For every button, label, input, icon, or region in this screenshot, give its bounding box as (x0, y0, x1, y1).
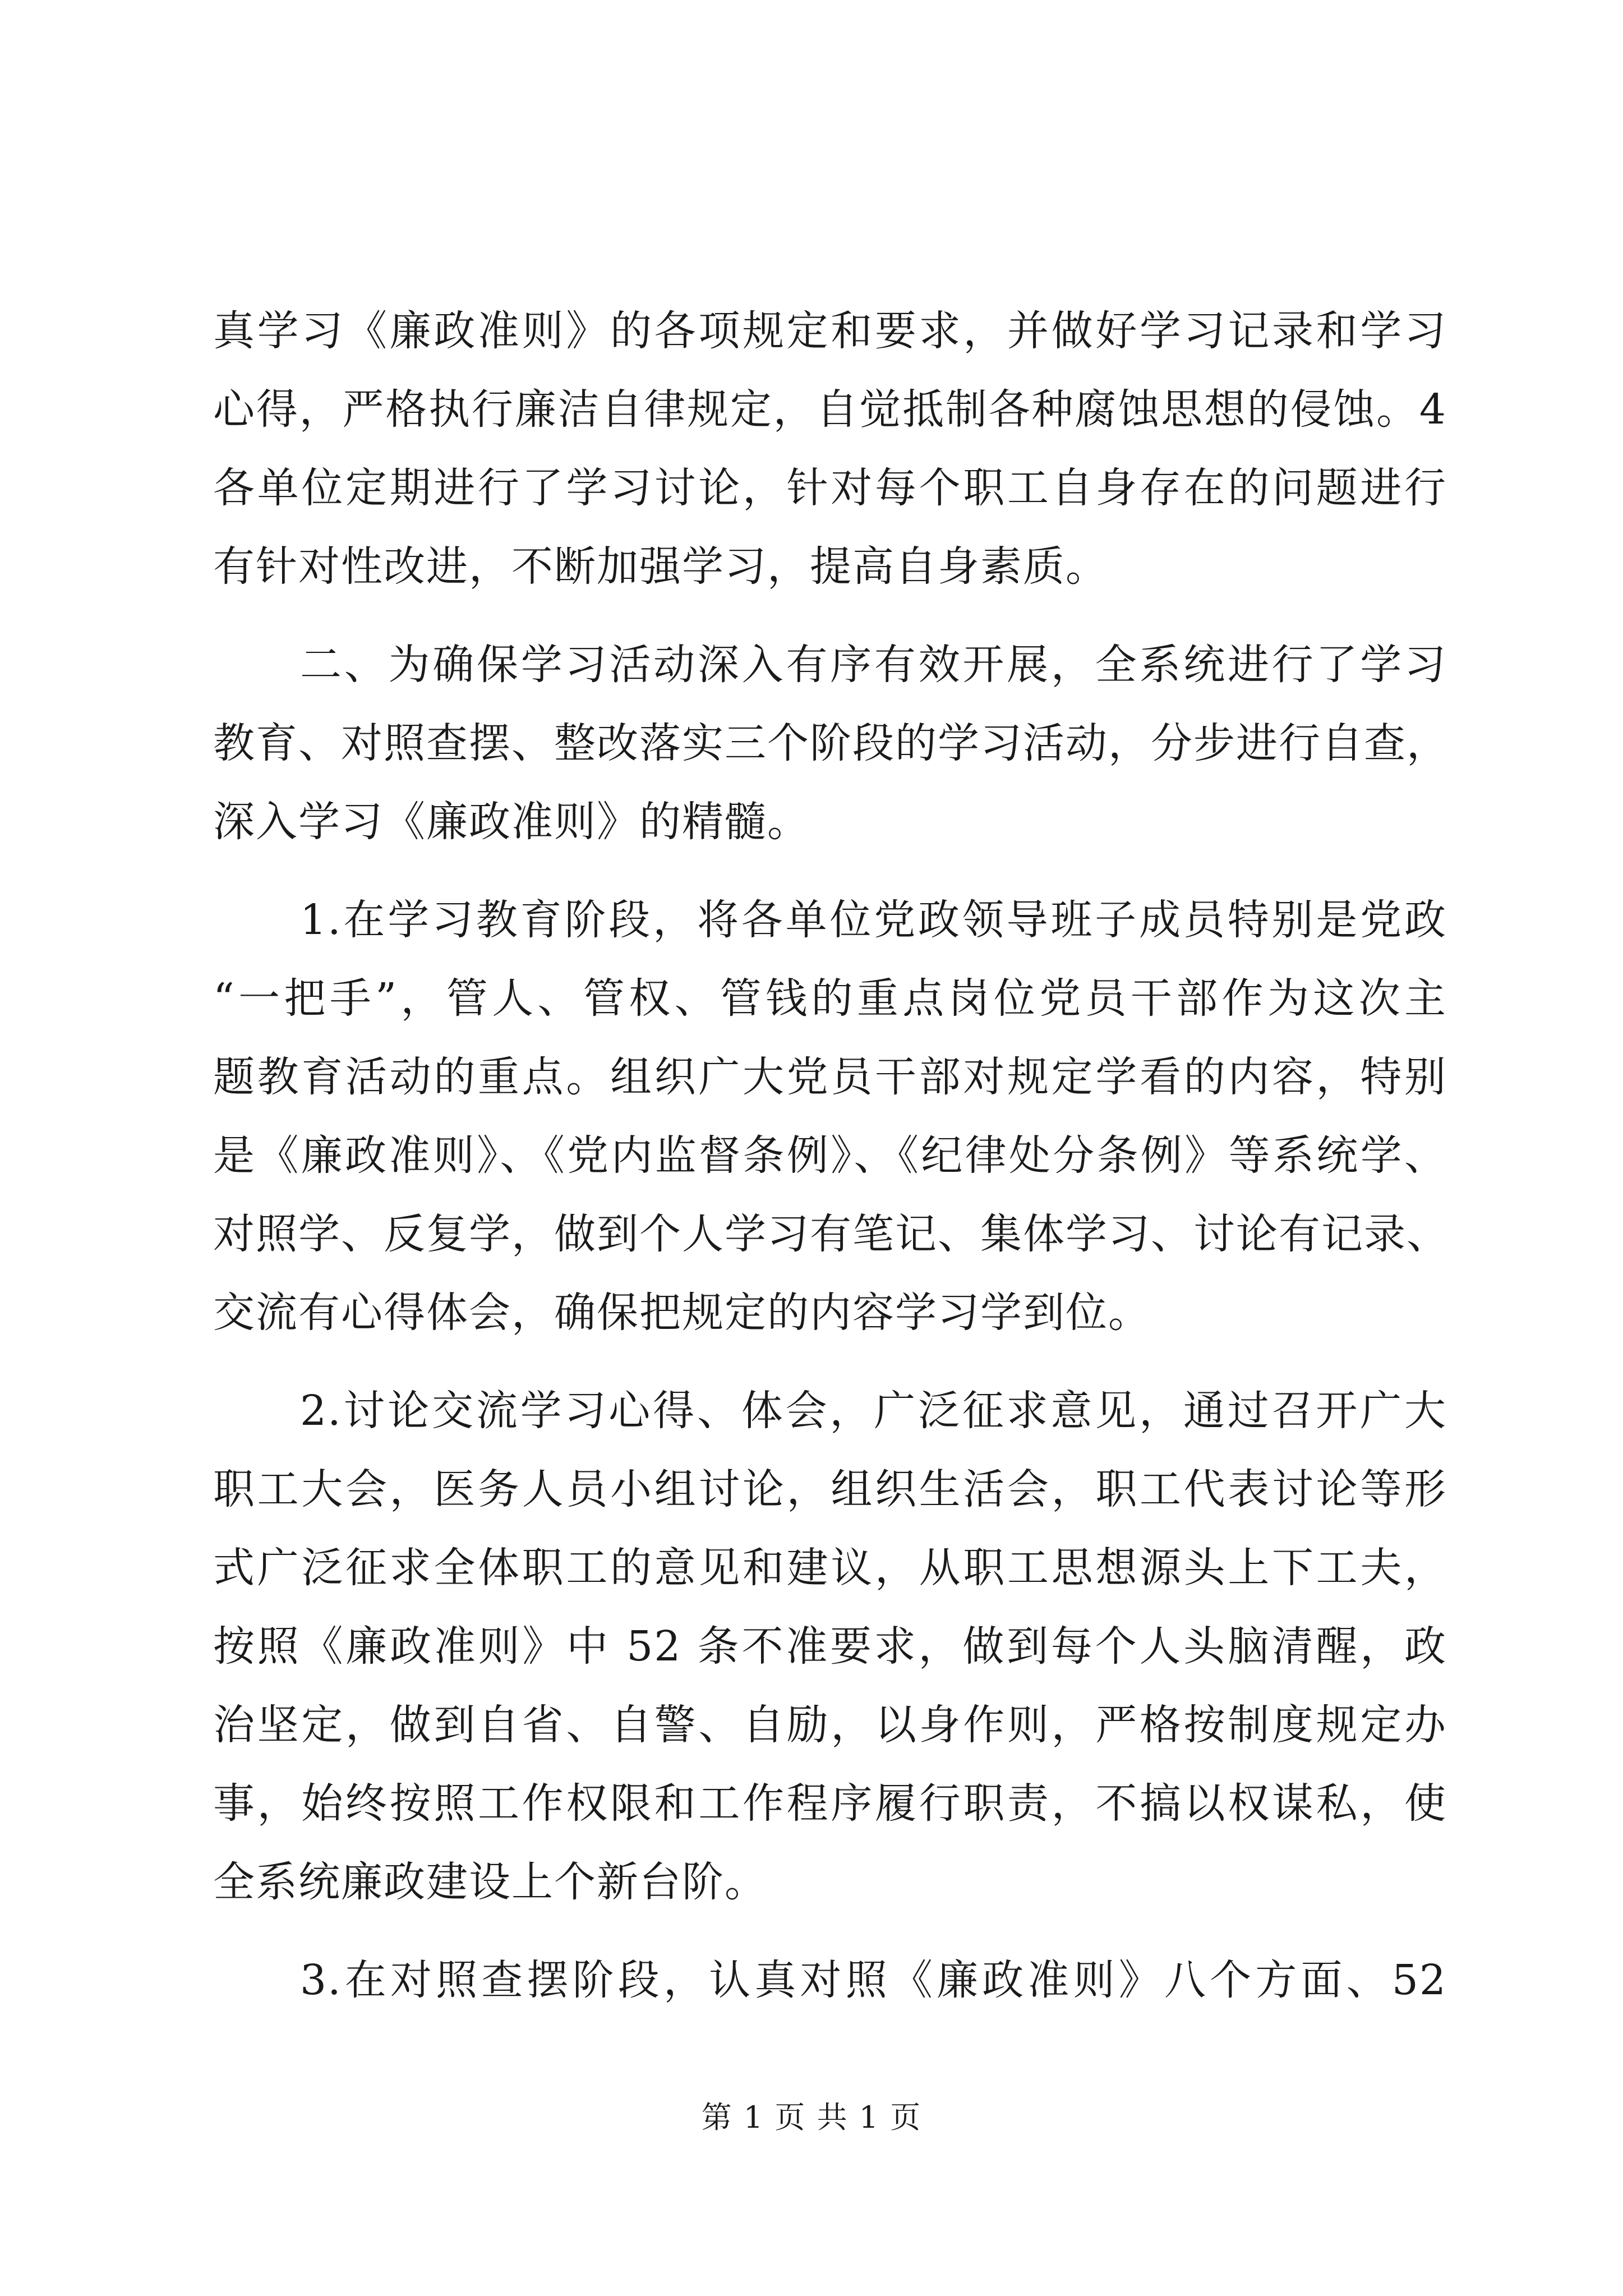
paragraph-first-line: 1.在学习教育阶段，将各单位党政领导班子成员特别是党政 (300, 896, 1447, 944)
text-line: 治坚定，做到自省、自警、自励，以身作则，严格按制度规定办 (213, 1701, 1447, 1749)
paragraph-first-line: 2.讨论交流学习心得、体会，广泛征求意见，通过召开广大 (300, 1387, 1447, 1435)
text-line: 式广泛征求全体职工的意见和建议，从职工思想源头上下工夫， (213, 1544, 1447, 1592)
text-line: 教育、对照查摆、整改落实三个阶段的学习活动，分步进行自查， (213, 719, 1449, 767)
text-line: 按照《廉政准则》中 52 条不准要求，做到每个人头脑清醒，政 (213, 1622, 1447, 1671)
text-line: 职工大会，医务人员小组讨论，组织生活会，职工代表讨论等形 (213, 1465, 1447, 1513)
text-line: 是《廉政准则》、《党内监督条例》、《纪律处分条例》等系统学、 (213, 1131, 1447, 1180)
text-line: 对照学、反复学，做到个人学习有笔记、集体学习、讨论有记录、 (213, 1210, 1449, 1258)
text-line: 各单位定期进行了学习讨论，针对每个职工自身存在的问题进行 (213, 464, 1447, 512)
paragraph-first-line: 3.在对照查摆阶段，认真对照《廉政准则》八个方面、52 (300, 1956, 1447, 2004)
text-line: 心得，严格执行廉洁自律规定，自觉抵制各种腐蚀思想的侵蚀。4 (213, 385, 1447, 434)
page-footer: 第 1 页 共 1 页 (701, 2100, 922, 2135)
text-line: 有针对性改进，不断加强学习，提高自身素质。 (213, 542, 1108, 591)
text-line: “一把手”，管人、管权、管钱的重点岗位党员干部作为这次主 (213, 974, 1447, 1023)
text-line: 全系统廉政建设上个新台阶。 (213, 1858, 767, 1906)
text-line: 题教育活动的重点。组织广大党员干部对规定学看的内容，特别 (213, 1053, 1447, 1101)
paragraph-first-line: 二、为确保学习活动深入有序有效开展，全系统进行了学习 (300, 641, 1447, 689)
text-line: 深入学习《廉政准则》的精髓。 (213, 798, 810, 846)
text-line: 交流有心得体会，确保把规定的内容学习学到位。 (213, 1289, 1151, 1337)
text-line: 事，始终按照工作权限和工作程序履行职责，不搞以权谋私，使 (213, 1779, 1447, 1828)
text-line: 真学习《廉政准则》的各项规定和要求，并做好学习记录和学习 (213, 307, 1447, 355)
